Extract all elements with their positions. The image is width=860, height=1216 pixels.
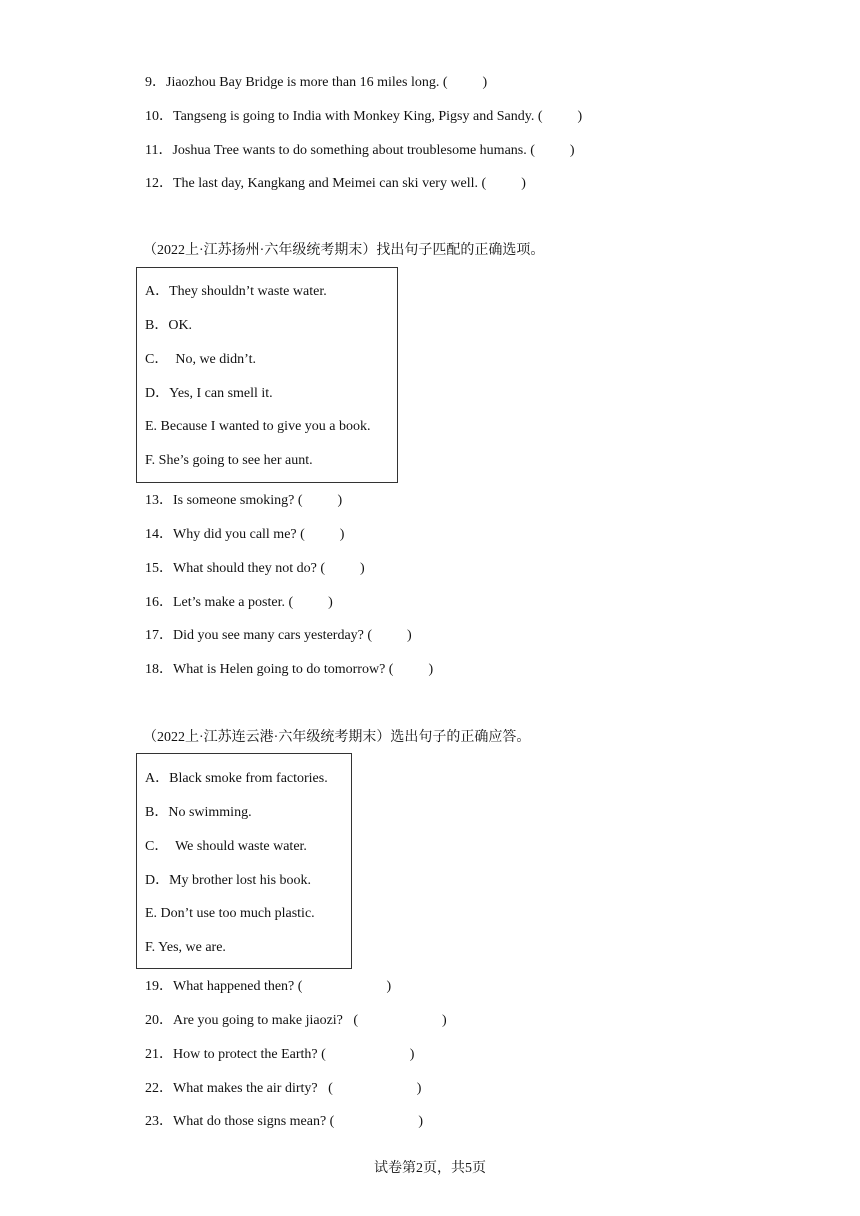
question-15: 15．What should they not do? ( ) (145, 561, 365, 576)
question-17: 17．Did you see many cars yesterday? ( ) (145, 628, 412, 643)
section1-option-d: D．Yes, I can smell it. (145, 386, 273, 401)
question-10: 10．Tangseng is going to India with Monkey King, Pigsy and Sandy. ( ) (145, 109, 583, 124)
section2-option-d: D．My brother lost his book. (145, 873, 312, 888)
section2-heading: （2022上·江苏连云港·六年级统考期末）选出句子的正确应答。 (143, 730, 531, 745)
section1-option-e: E. Because I wanted to give you a book. (145, 419, 371, 434)
question-13: 13．Is someone smoking? ( ) (145, 493, 343, 508)
question-11: 11．Joshua Tree wants to do something about troublesome humans. ( ) (145, 143, 575, 158)
section2-options-box (136, 753, 352, 969)
section1-heading: （2022上·江苏扬州·六年级统考期末）找出句子匹配的正确选项。 (143, 243, 545, 258)
section1-option-f: F. She’s going to see her aunt. (145, 453, 313, 468)
section2-option-c: C． We should waste water. (145, 839, 307, 854)
section2-option-f: F. Yes, we are. (145, 940, 226, 955)
section2-option-b: B．No swimming. (145, 805, 252, 820)
question-9: 9．Jiaozhou Bay Bridge is more than 16 miles long. ( ) (145, 75, 488, 90)
question-20: 20．Are you going to make jiaozi? ( ) (145, 1013, 447, 1028)
section1-option-b: B．OK. (145, 318, 193, 333)
section2-option-e: E. Don’t use too much plastic. (145, 906, 315, 921)
question-16: 16．Let’s make a poster. ( ) (145, 595, 333, 610)
section1-option-a: A．They shouldn’t waste water. (145, 284, 327, 299)
question-23: 23．What do those signs mean? ( ) (145, 1114, 424, 1129)
question-18: 18．What is Helen going to do tomorrow? ( ) (145, 662, 434, 677)
question-12: 12．The last day, Kangkang and Meimei can ski very well. ( ) (145, 176, 526, 191)
section2-option-a: A．Black smoke from factories. (145, 771, 328, 786)
question-22: 22．What makes the air dirty? ( ) (145, 1081, 422, 1096)
question-19: 19．What happened then? ( ) (145, 979, 392, 994)
section1-options-box (136, 267, 398, 483)
question-14: 14．Why did you call me? ( ) (145, 527, 345, 542)
page-footer: 试卷第2页，共5页 (374, 1161, 486, 1176)
question-21: 21．How to protect the Earth? ( ) (145, 1047, 415, 1062)
section1-option-c: C． No, we didn’t. (145, 352, 256, 367)
